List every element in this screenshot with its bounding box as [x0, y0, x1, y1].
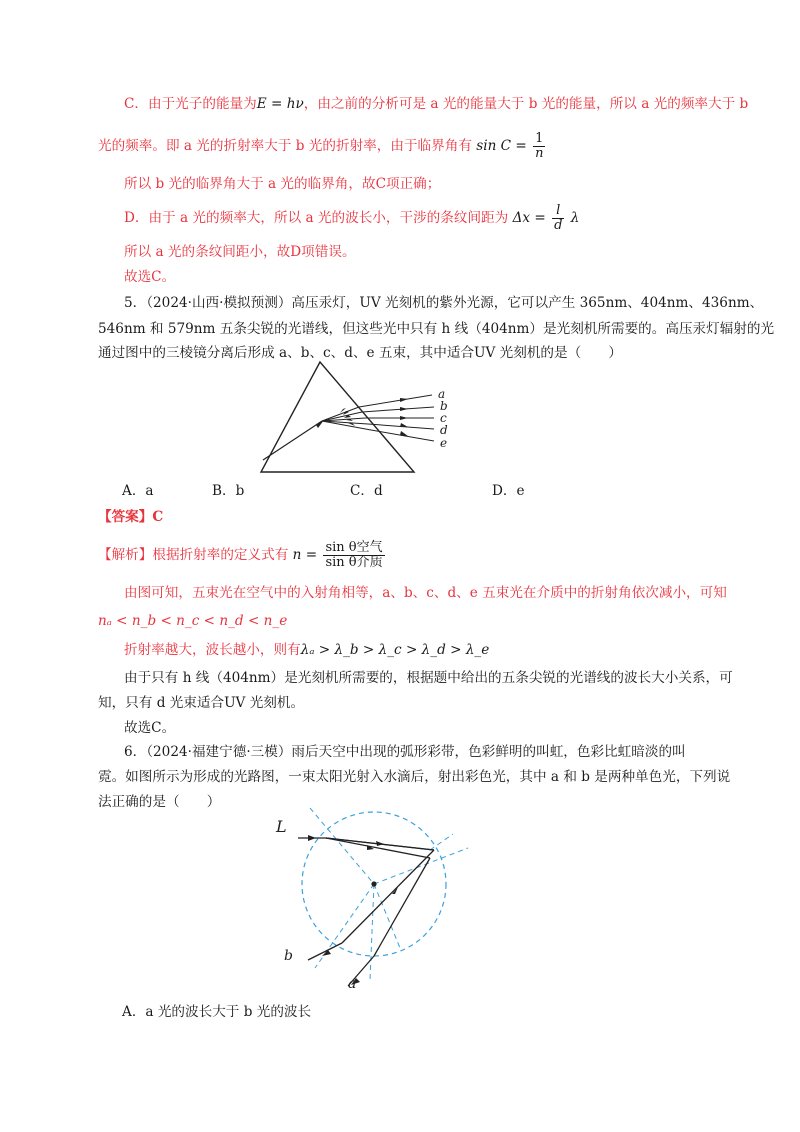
- prism-label-a: a: [438, 387, 446, 401]
- q5-conclusion: 故选C。: [124, 720, 176, 736]
- prism-label-b: b: [440, 399, 448, 413]
- fringe-spacing-formula: Δx = $\frac{l}{d}$ λ: [512, 203, 580, 233]
- drop-center: [371, 881, 376, 886]
- q5-solution-line-3: 折射率越大，波长越小，则有λₐ > λ_b > λ_c > λ_d > λ_e: [124, 642, 490, 658]
- q5-stem-line-2: 546nm 和 579nm 五条尖锐的光谱线，但这些光中只有 h 线（404nm）是光刻机所需要的。高压汞灯辐射的光: [98, 321, 775, 337]
- raindrop-figure: [270, 808, 470, 992]
- emergent-rays: [359, 395, 434, 441]
- light-rays: [298, 838, 434, 986]
- q5-solution-line-1: 由图可知，五束光在空气中的入射角相等，a、b、c、d、e 五束光在介质中的折射角依次减小，可知: [124, 585, 727, 601]
- q6-stem-line-1: 6．（2024·福建宁德·三模）雨后天空中出现的弧形彩带，色彩鲜明的叫虹，色彩比虹暗淡的叫: [124, 744, 686, 760]
- q5-option-a[interactable]: A．a: [122, 483, 154, 499]
- prism-figure: [258, 360, 458, 475]
- q5-stem-line-3: 通过图中的三棱镜分离后形成 a、b、c、d、e 五束，其中适合UV 光刻机的是（ ）: [98, 345, 622, 361]
- q5-option-d[interactable]: D．e: [492, 483, 525, 499]
- prism-label-d: d: [440, 423, 448, 437]
- q6-option-a[interactable]: A．a 光的波长大于 b 光的波长: [122, 1004, 312, 1020]
- q5-solution-line-2: nₐ < n_b < n_c < n_d < n_e: [98, 613, 288, 629]
- prism-label-e: e: [440, 436, 448, 450]
- arrow-d: [400, 423, 408, 427]
- q5-solution-line-4: 由于只有 h 线（404nm）是光刻机所需要的，根据题中给出的五条尖锐的光谱线的波长大小关系，可: [124, 670, 733, 686]
- option-d-line-2: 所以 a 光的条纹间距小，故D项错误。: [124, 244, 356, 260]
- energy-formula: E = hν: [256, 96, 304, 112]
- q5-stem-line-1: 5．（2024·山西·模拟预测）高压汞灯，UV 光刻机的紫外光源，它可以产生 365nm、404nm、436nm、: [124, 295, 764, 311]
- arrow-upper: [376, 841, 384, 846]
- arrow-incident: [308, 835, 316, 841]
- q5-solution-line-5: 知，只有 d 光束适合UV 光刻机。: [98, 695, 305, 711]
- q4-conclusion: 故选C。: [124, 269, 176, 285]
- arrow-a: [400, 398, 408, 402]
- refractive-index-formula: n = $\frac{\text{sin θ空气}}{\text{sin θ介质}}$: [292, 540, 383, 570]
- normal-lines: [310, 808, 468, 980]
- internal-rays: [322, 407, 371, 430]
- q6-stem-line-3: 法正确的是（ ）: [98, 794, 221, 810]
- arrow-b: [400, 407, 408, 411]
- prism-triangle: [261, 362, 414, 472]
- option-d-line-1: D．由于 a 光的频率大，所以 a 光的波长小，干涉的条纹间距为 Δx = $\frac{l}{d}$ λ: [124, 203, 580, 233]
- q5-answer: 【答案】C: [98, 509, 164, 525]
- label-b: b: [284, 948, 293, 964]
- option-c-line-1: C．由于光子的能量为E = hν，由之前的分析可是 a 光的能量大于 b 光的能量，所以 a 光的频率大于 b: [124, 96, 749, 112]
- label-a: a: [348, 976, 357, 992]
- option-c-line-2: 光的频率。即 a 光的折射率大于 b 光的折射率，由于临界角有 sin C = $\frac{1}{n}$: [98, 132, 547, 161]
- q5-option-b[interactable]: B．b: [212, 483, 245, 499]
- q6-stem-line-2: 霓。如图所示为形成的光路图，一束太阳光射入水滴后，射出彩色光，其中 a 和 b 是两种单色光，下列说: [98, 769, 731, 785]
- option-c-line-3: 所以 b 光的临界角大于 a 光的临界角，故C项正确；: [124, 176, 441, 192]
- label-L: L: [276, 817, 287, 836]
- q5-option-c[interactable]: C．d: [350, 483, 383, 499]
- arrow-c: [400, 416, 408, 420]
- incident-ray: [263, 421, 322, 460]
- prism-label-c: c: [440, 411, 447, 425]
- q5-analysis-label: 【解析】根据折射率的定义式有 n = $\frac{\text{sin θ空气}}{\text{sin θ介质}}$: [98, 541, 387, 570]
- critical-angle-formula: sin C = $\frac{1}{n}$: [476, 131, 544, 161]
